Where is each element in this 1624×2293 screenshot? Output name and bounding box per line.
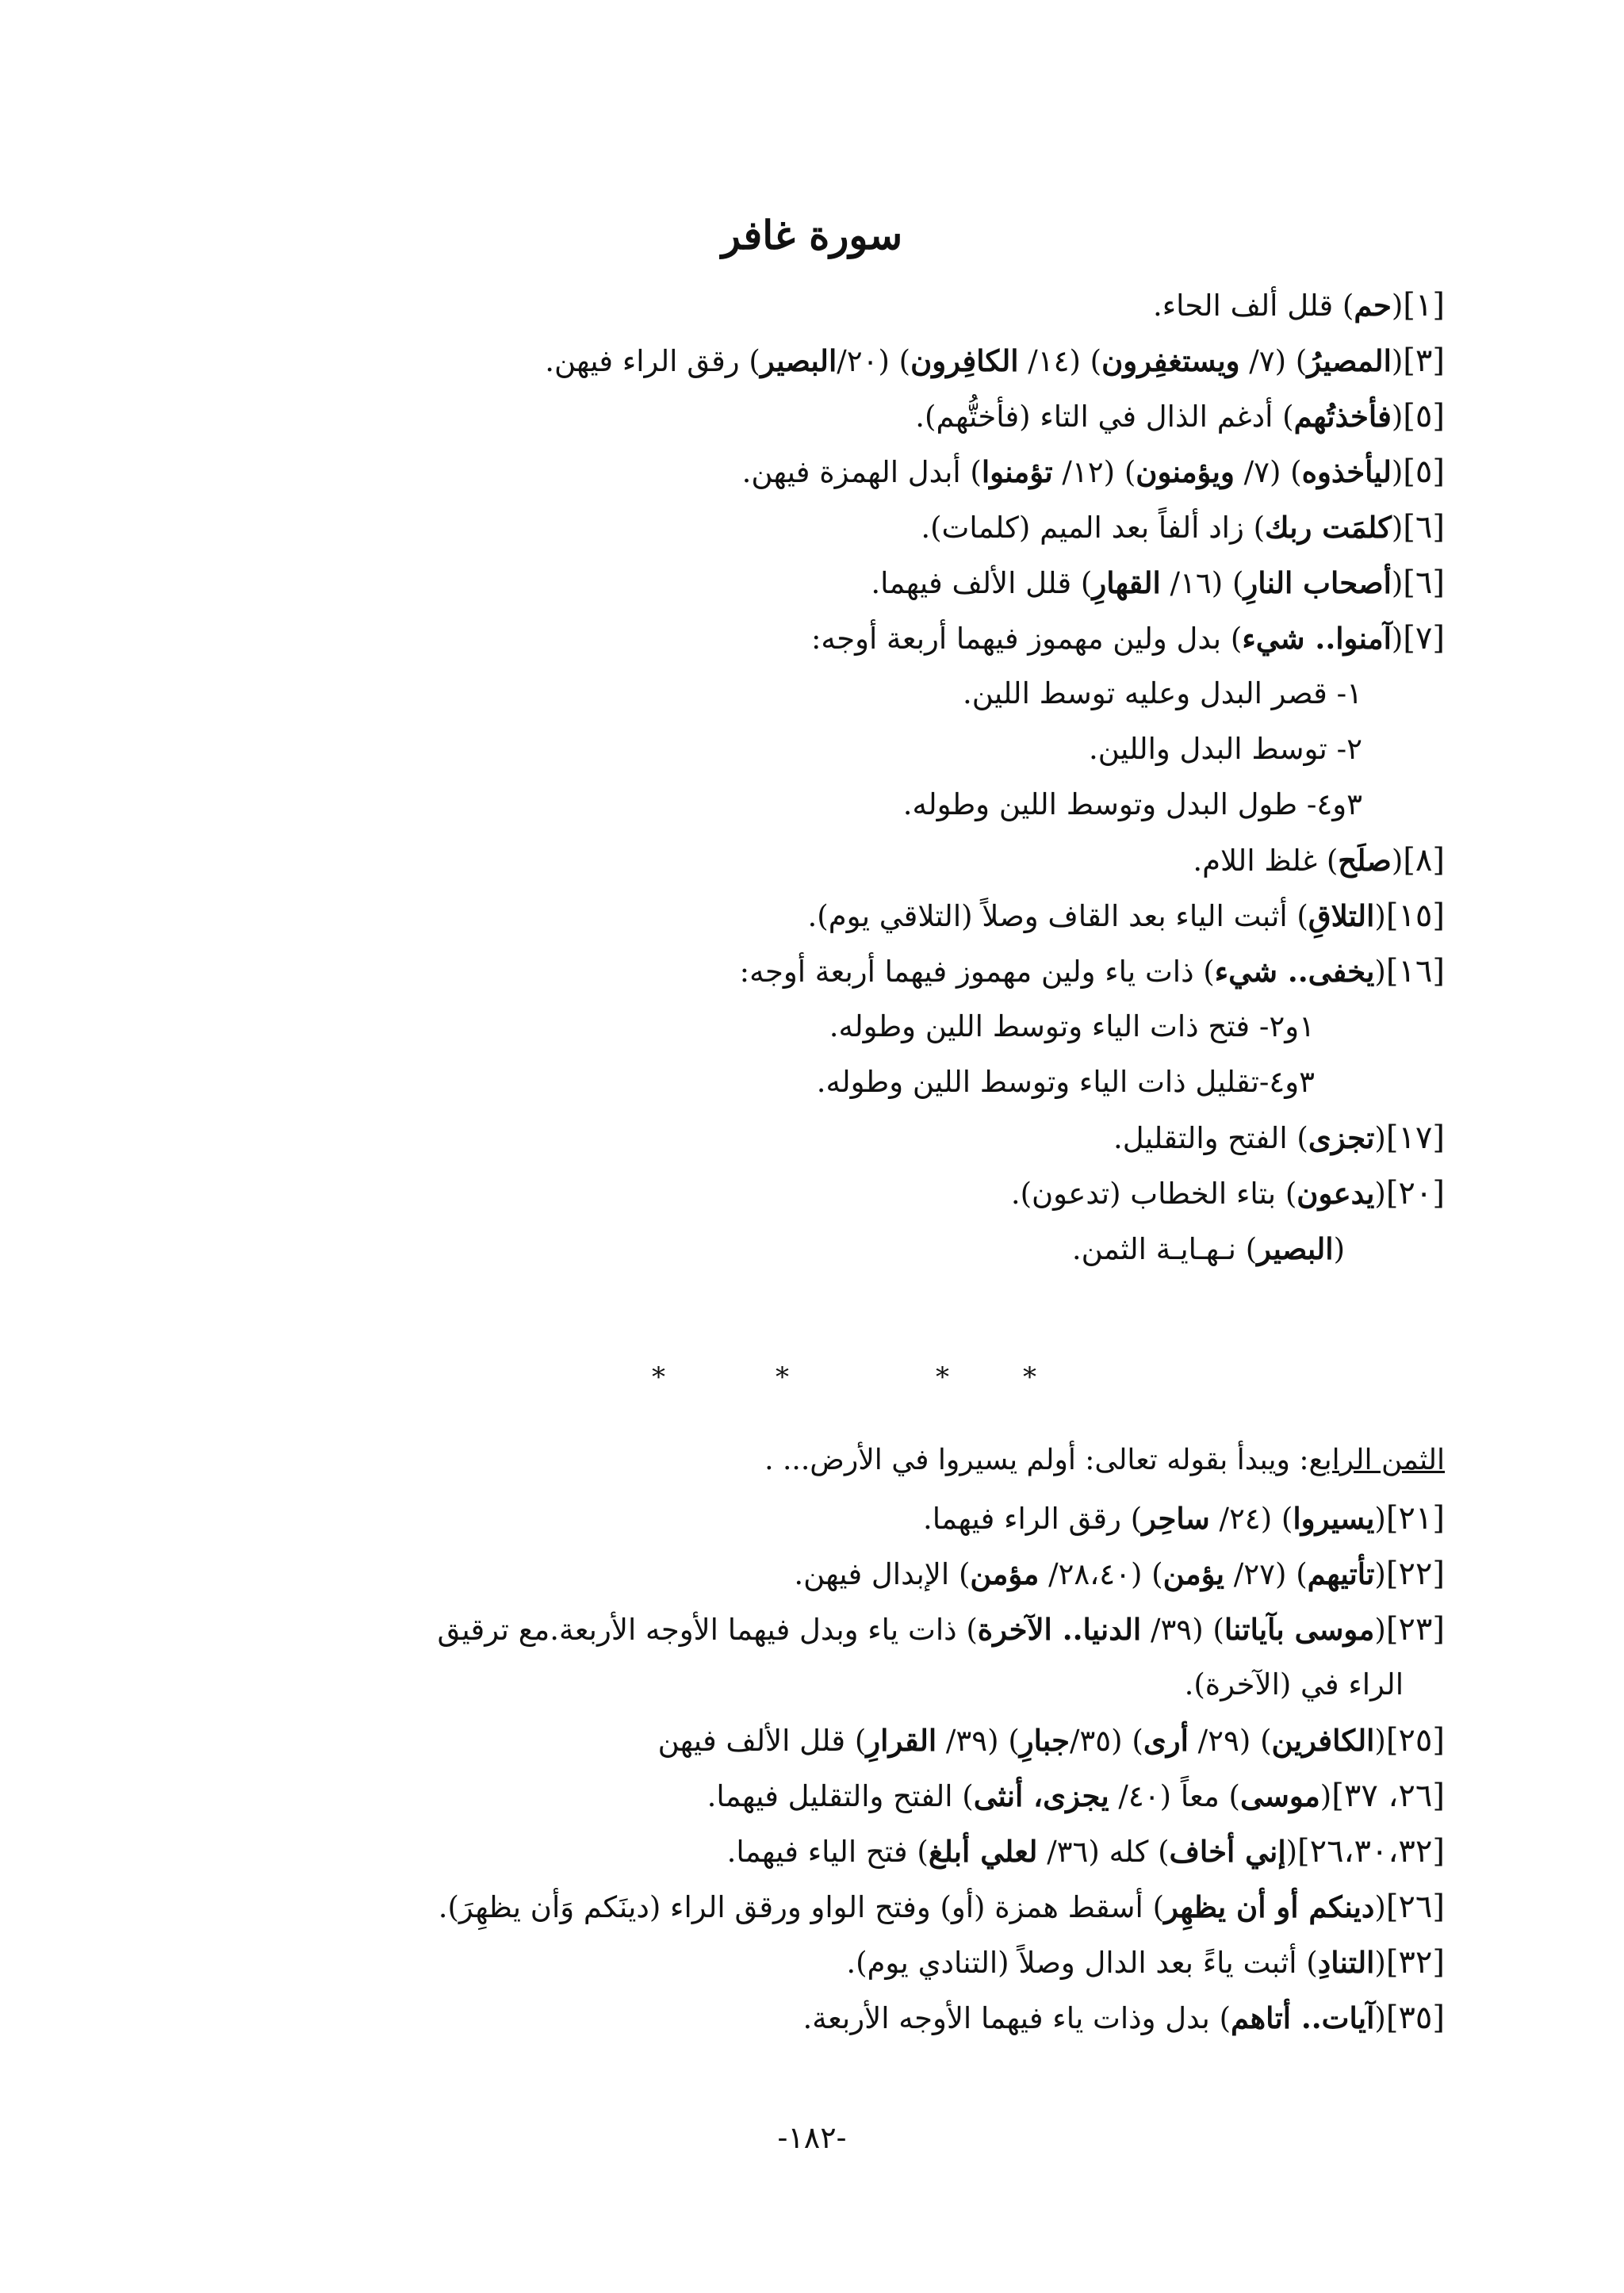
commentary-text: (: [1391, 566, 1404, 600]
verse-reference: [٨]: [1403, 842, 1445, 879]
commentary-text: ) زاد ألفاً بعد الميم (كلمات).: [921, 511, 1266, 545]
thumn-text: : ويبدأ بقوله تعالى: أولم يسيروا في الأرض... .: [764, 1444, 1309, 1476]
quran-word: تجزى: [1308, 1120, 1375, 1155]
entry-line: [871, 559, 1445, 607]
quran-word: موسى بآياتنا: [1224, 1612, 1375, 1647]
entry-line: [438, 1606, 1445, 1654]
commentary-text: ) ذات ياء ولين مهموز فيهما أربعة أوجه:: [739, 955, 1215, 989]
verse-reference: [٢٥]: [1385, 1722, 1445, 1759]
verse-reference: [١]: [1403, 287, 1445, 323]
quran-word: ويؤمنون: [1136, 454, 1235, 489]
commentary-text: ) رقق الراء فيهن.: [545, 344, 760, 378]
quran-word: لعلي أبلغ: [928, 1834, 1038, 1869]
quran-word: مؤمن: [970, 1556, 1040, 1591]
entry-line: [740, 947, 1445, 996]
verse-reference: [١٥]: [1385, 898, 1445, 934]
quran-word: ليأخذوه: [1301, 454, 1392, 489]
entry-line: [1011, 1169, 1445, 1218]
commentary-text: ) فتح الياء فيهما.: [726, 1835, 929, 1869]
commentary-text: (: [1374, 899, 1386, 933]
commentary-text: (: [1374, 955, 1386, 989]
commentary-text: ) (٣٥/: [1069, 1724, 1143, 1758]
separator-star: *: [776, 1361, 789, 1393]
entry-line: [794, 1550, 1445, 1598]
sub-item-line: [903, 781, 1362, 829]
commentary-text: (: [1374, 2001, 1386, 2035]
entry-line: [707, 1772, 1445, 1820]
commentary-text: ) أسقط همزة (أو) وفتح الواو ورقق الراء (دينَكم وَأن يظهِرَ).: [438, 1890, 1165, 1924]
quran-word: فأخذتُهم: [1293, 399, 1392, 434]
commentary-text: (: [1374, 1557, 1386, 1591]
commentary-text: ٢- توسط البدل واللين.: [1089, 732, 1362, 766]
commentary-text: ) معاً (٤٠/: [1109, 1779, 1240, 1813]
commentary-text: الراء في (الآخرة).: [1184, 1667, 1404, 1702]
entry-line: [811, 614, 1445, 663]
verse-reference: [٥]: [1403, 398, 1445, 434]
end-note-line: [1072, 1225, 1345, 1273]
commentary-text: ) (٢٠/: [837, 344, 911, 378]
commentary-text: ) أثبت الياء بعد القاف وصلاً (التلاقي يوم).: [807, 899, 1308, 933]
commentary-text: (: [1391, 455, 1404, 489]
entry-line: [545, 337, 1445, 385]
commentary-text: ٣و٤-تقليل ذات الياء وتوسط اللين وطوله.: [816, 1065, 1315, 1099]
verse-reference: [١٧]: [1385, 1120, 1445, 1156]
quran-word: التلاقِ: [1308, 898, 1375, 933]
verse-reference: [٢٣]: [1385, 1611, 1445, 1648]
commentary-text: (: [1374, 1121, 1386, 1155]
entry-line: [742, 448, 1445, 496]
commentary-text: (: [1374, 1613, 1386, 1647]
commentary-text: (: [1391, 400, 1404, 434]
quran-word: الكافِرون: [910, 343, 1019, 378]
quran-word: يجزى، أنثى: [973, 1778, 1109, 1813]
entry-line: [658, 1717, 1445, 1765]
entry-line: [1113, 1114, 1445, 1162]
quran-word: كلمَت ربك: [1265, 510, 1392, 545]
page-number: -١٨٢-: [777, 2120, 847, 2155]
commentary-text: ) الإبدال فيهن.: [794, 1557, 971, 1591]
commentary-text: ) (٣٩/: [936, 1724, 1020, 1758]
surah-title: سورة غافر: [721, 212, 903, 258]
section-separator: [0, 1357, 1624, 1397]
quran-word: موسى: [1240, 1778, 1320, 1813]
quran-word: أصحاب النارِ: [1243, 565, 1392, 600]
commentary-text: ) (٢٤/: [1209, 1502, 1293, 1536]
quran-word: المصيرُ: [1307, 343, 1392, 378]
entry-line: [1193, 836, 1445, 885]
quran-word: آيات.. أتاهم: [1231, 2000, 1375, 2035]
commentary-text: ) بدل وذات ياء فيهما الأوجه الأربعة.: [802, 2001, 1231, 2035]
commentary-text: ١- قصر البدل وعليه توسط اللين.: [962, 676, 1362, 710]
verse-reference: [٣٥]: [1385, 2000, 1445, 2036]
commentary-text: ) كله (٣٦/: [1037, 1835, 1170, 1869]
quran-word: ويستغفِرون: [1101, 343, 1240, 378]
quran-word: الدنيا.. الآخرة: [977, 1612, 1142, 1647]
commentary-text: ) (٢٧/: [1224, 1557, 1308, 1591]
quran-word: أرى: [1143, 1723, 1189, 1758]
verse-reference: [٦]: [1403, 509, 1445, 545]
quran-word: القهارِ: [1092, 565, 1161, 600]
commentary-text: (: [1391, 511, 1404, 545]
quran-word: دينكم أو أن يظهِر: [1164, 1889, 1375, 1924]
quran-word: يسيروا: [1293, 1501, 1375, 1536]
thumn-heading: [764, 1437, 1445, 1484]
commentary-text: (: [1333, 1232, 1345, 1266]
commentary-text: ) أدغم الذال في التاء (فأختُّهم).: [915, 400, 1294, 434]
verse-reference: [٢٠]: [1385, 1175, 1445, 1212]
quran-word: البصير: [1257, 1231, 1334, 1266]
entry-line: [439, 1883, 1445, 1931]
continuation-line: [1185, 1661, 1404, 1709]
verse-reference: [٣٢]: [1385, 1944, 1445, 1981]
sub-item-line: [829, 1003, 1315, 1051]
quran-word: البصير: [760, 343, 837, 378]
commentary-text: ) (٧/: [1234, 455, 1302, 489]
commentary-text: (: [1391, 289, 1404, 323]
commentary-text: ) (٢٨،٤٠/: [1039, 1557, 1163, 1591]
commentary-text: ) (٢٩/: [1188, 1724, 1272, 1758]
quran-word: ساحِر: [1142, 1501, 1210, 1536]
commentary-text: ) (١٤/: [1018, 344, 1102, 378]
verse-reference: [٢٢]: [1385, 1556, 1445, 1592]
commentary-text: ) قلل الألف فيهما.: [871, 566, 1093, 600]
entry-line: [915, 392, 1445, 441]
commentary-text: ) الفتح والتقليل فيهما.: [707, 1779, 974, 1813]
entry-line: [802, 1994, 1445, 2042]
quran-word: جبارِ: [1019, 1723, 1070, 1758]
quran-word: التنادِ: [1317, 1945, 1375, 1980]
commentary-text: ) نـهـايـة الثمن.: [1071, 1232, 1258, 1266]
verse-reference: [٢٦،٣٠،٣٢]: [1297, 1833, 1445, 1870]
commentary-text: ) ذات ياء وبدل فيهما الأوجه الأربعة.مع ترقيق: [437, 1613, 978, 1647]
commentary-text: ) الفتح والتقليل.: [1113, 1121, 1308, 1155]
verse-reference: [٣]: [1403, 343, 1445, 379]
commentary-text: (: [1374, 1890, 1386, 1924]
commentary-text: (: [1374, 1502, 1386, 1536]
sub-item-line: [963, 670, 1362, 718]
verse-reference: [٥]: [1403, 454, 1445, 490]
commentary-text: (: [1391, 344, 1404, 378]
sub-item-line: [1089, 725, 1362, 773]
commentary-text: ) رقق الراء فيهما.: [923, 1502, 1143, 1536]
commentary-text: ) (٧/: [1239, 344, 1308, 378]
entry-line: [921, 503, 1445, 552]
commentary-text: ) بدل ولين مهموز فيهما أربعة أوجه:: [810, 622, 1243, 656]
commentary-text: ) قلل الألف فيهن: [657, 1724, 867, 1758]
commentary-text: (: [1320, 1779, 1332, 1813]
separator-star: *: [652, 1361, 665, 1393]
verse-reference: [١٦]: [1385, 953, 1445, 990]
commentary-text: (: [1374, 1946, 1386, 1980]
quran-word: تؤمنوا: [981, 454, 1053, 489]
quran-word: الكافرين: [1271, 1723, 1375, 1758]
commentary-text: ) (١٢/: [1052, 455, 1136, 489]
quran-word: يخفى.. شيء: [1214, 954, 1375, 989]
thumn-label: الثمن الرابع: [1308, 1444, 1445, 1476]
quran-word: تأتيهم: [1307, 1556, 1375, 1591]
quran-word: حم: [1354, 288, 1392, 323]
separator-star: *: [936, 1361, 949, 1393]
commentary-text: (: [1285, 1835, 1298, 1869]
verse-reference: [٢٦]: [1385, 1889, 1445, 1925]
commentary-text: ) أثبت ياءً بعد الدال وصلاً (التنادي يوم).: [846, 1946, 1318, 1980]
quran-word: القرارِ: [866, 1723, 937, 1758]
commentary-text: (: [1374, 1724, 1386, 1758]
commentary-text: ١و٢- فتح ذات الياء وتوسط اللين وطوله.: [829, 1009, 1315, 1043]
commentary-text: ) (١٦/: [1160, 566, 1244, 600]
commentary-text: (: [1374, 1177, 1386, 1211]
entry-line: [846, 1939, 1445, 1987]
commentary-text: ) غلظ اللام.: [1193, 844, 1339, 878]
verse-reference: [٢١]: [1385, 1500, 1445, 1537]
verse-reference: [٧]: [1403, 620, 1445, 657]
commentary-text: (: [1391, 622, 1404, 656]
entry-line: [727, 1828, 1445, 1876]
quran-word: إني أخاف: [1169, 1834, 1286, 1869]
quran-word: يؤمن: [1162, 1556, 1225, 1591]
commentary-text: ) أبدل الهمزة فيهن.: [741, 455, 982, 489]
commentary-text: (: [1391, 844, 1404, 878]
commentary-text: ٣و٤- طول البدل وتوسط اللين وطوله.: [902, 787, 1362, 821]
entry-line: [923, 1495, 1445, 1543]
separator-star: *: [1023, 1361, 1036, 1393]
commentary-text: ) بتاء الخطاب (تدعون).: [1010, 1177, 1297, 1211]
quran-word: يدعون: [1297, 1176, 1375, 1211]
verse-reference: [٢٦، ٣٧]: [1331, 1778, 1445, 1814]
entry-line: [808, 892, 1445, 940]
commentary-text: ) (٣٩/: [1141, 1613, 1224, 1647]
entry-line: [1153, 281, 1445, 330]
quran-word: آمنوا.. شيء: [1242, 621, 1392, 656]
verse-reference: [٦]: [1403, 565, 1445, 601]
sub-item-line: [817, 1058, 1315, 1106]
quran-word: صلَح: [1338, 843, 1392, 878]
commentary-text: ) قلل ألف الحاء.: [1152, 289, 1354, 323]
